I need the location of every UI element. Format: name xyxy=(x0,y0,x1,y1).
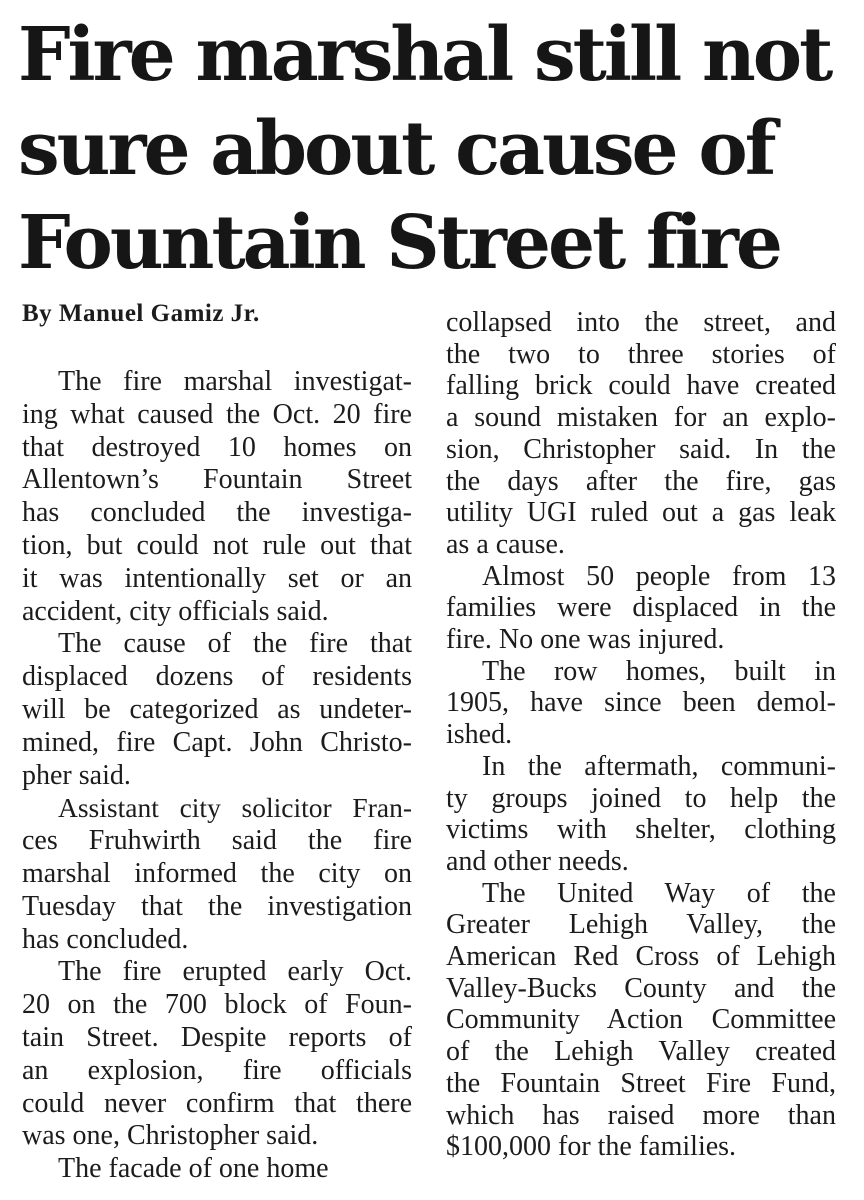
headline xyxy=(18,8,848,290)
headline-line: Fire marshal still not xyxy=(18,12,831,98)
article-line: utility UGI ruled out a gas leak xyxy=(446,497,836,528)
article-line: Tuesday that the investigation xyxy=(22,891,412,922)
article-line: has concluded. xyxy=(22,924,189,955)
article-line: Allentown’s Fountain Street xyxy=(22,464,412,495)
byline: By Manuel Gamiz Jr. xyxy=(22,300,260,327)
article-line: was one, Christopher said. xyxy=(22,1120,319,1151)
article-line: ing what caused the Oct. 20 fire xyxy=(22,399,412,430)
article-line: has concluded the investiga- xyxy=(22,497,412,528)
article-line: marshal informed the city on xyxy=(22,858,412,889)
article-line: The facade of one home xyxy=(58,1153,329,1184)
article-line: tion, but could not rule out that xyxy=(22,530,412,561)
headline-line: Fountain Street fire xyxy=(18,200,780,286)
article-line: 1905, have since been demol- xyxy=(446,687,836,718)
article-line: The cause of the fire that xyxy=(58,628,412,659)
article-line: The fire marshal investigat- xyxy=(58,366,412,397)
article-line: Greater Lehigh Valley, the xyxy=(446,909,836,940)
article-line: mined, fire Capt. John Christo- xyxy=(22,727,412,758)
article-line: 20 on the 700 block of Foun- xyxy=(22,989,412,1020)
article-line: will be categorized as undeter- xyxy=(22,694,412,725)
article-line: ces Fruhwirth said the fire xyxy=(22,825,412,856)
article-line: displaced dozens of residents xyxy=(22,661,412,692)
article-line: the Fountain Street Fire Fund, xyxy=(446,1068,836,1099)
article-line: $100,000 for the families. xyxy=(446,1131,737,1162)
article-line: The row homes, built in xyxy=(482,656,836,687)
article-line: sion, Christopher said. In the xyxy=(446,434,836,465)
article-line: fire. No one was injured. xyxy=(446,624,725,655)
article-line: it was intentionally set or an xyxy=(22,563,412,594)
article-line: The fire erupted early Oct. xyxy=(58,956,412,987)
article-line: Valley-Bucks County and the xyxy=(446,973,836,1004)
article-line: pher said. xyxy=(22,760,131,791)
headline-line: sure about cause of xyxy=(18,106,774,192)
article-line: tain Street. Despite reports of xyxy=(22,1022,412,1053)
article-line: an explosion, fire officials xyxy=(22,1055,412,1086)
article-line: The United Way of the xyxy=(482,878,836,909)
article-line: which has raised more than xyxy=(446,1100,836,1131)
article-line: families were displaced in the xyxy=(446,592,836,623)
article-line: In the aftermath, communi- xyxy=(482,751,836,782)
article-line: the days after the fire, gas xyxy=(446,466,836,497)
article-line: ty groups joined to help the xyxy=(446,783,836,814)
article-line: Almost 50 people from 13 xyxy=(482,561,836,592)
article-line: accident, city officials said. xyxy=(22,596,329,627)
article-line: that destroyed 10 homes on xyxy=(22,432,412,463)
article-line: ished. xyxy=(446,719,513,750)
article-line: victims with shelter, clothing xyxy=(446,814,836,845)
article-line: and other needs. xyxy=(446,846,629,877)
article-line: American Red Cross of Lehigh xyxy=(446,941,836,972)
article-line: falling brick could have created xyxy=(446,370,836,401)
article-line: Community Action Committee xyxy=(446,1004,836,1035)
article-line: the two to three stories of xyxy=(446,339,836,370)
article-line: of the Lehigh Valley created xyxy=(446,1036,836,1067)
article-line: as a cause. xyxy=(446,529,565,560)
article-line: Assistant city solicitor Fran- xyxy=(58,792,412,823)
article-line: could never confirm that there xyxy=(22,1088,412,1119)
article-line: collapsed into the street, and xyxy=(446,307,836,338)
article-line: a sound mistaken for an explo- xyxy=(446,402,836,433)
